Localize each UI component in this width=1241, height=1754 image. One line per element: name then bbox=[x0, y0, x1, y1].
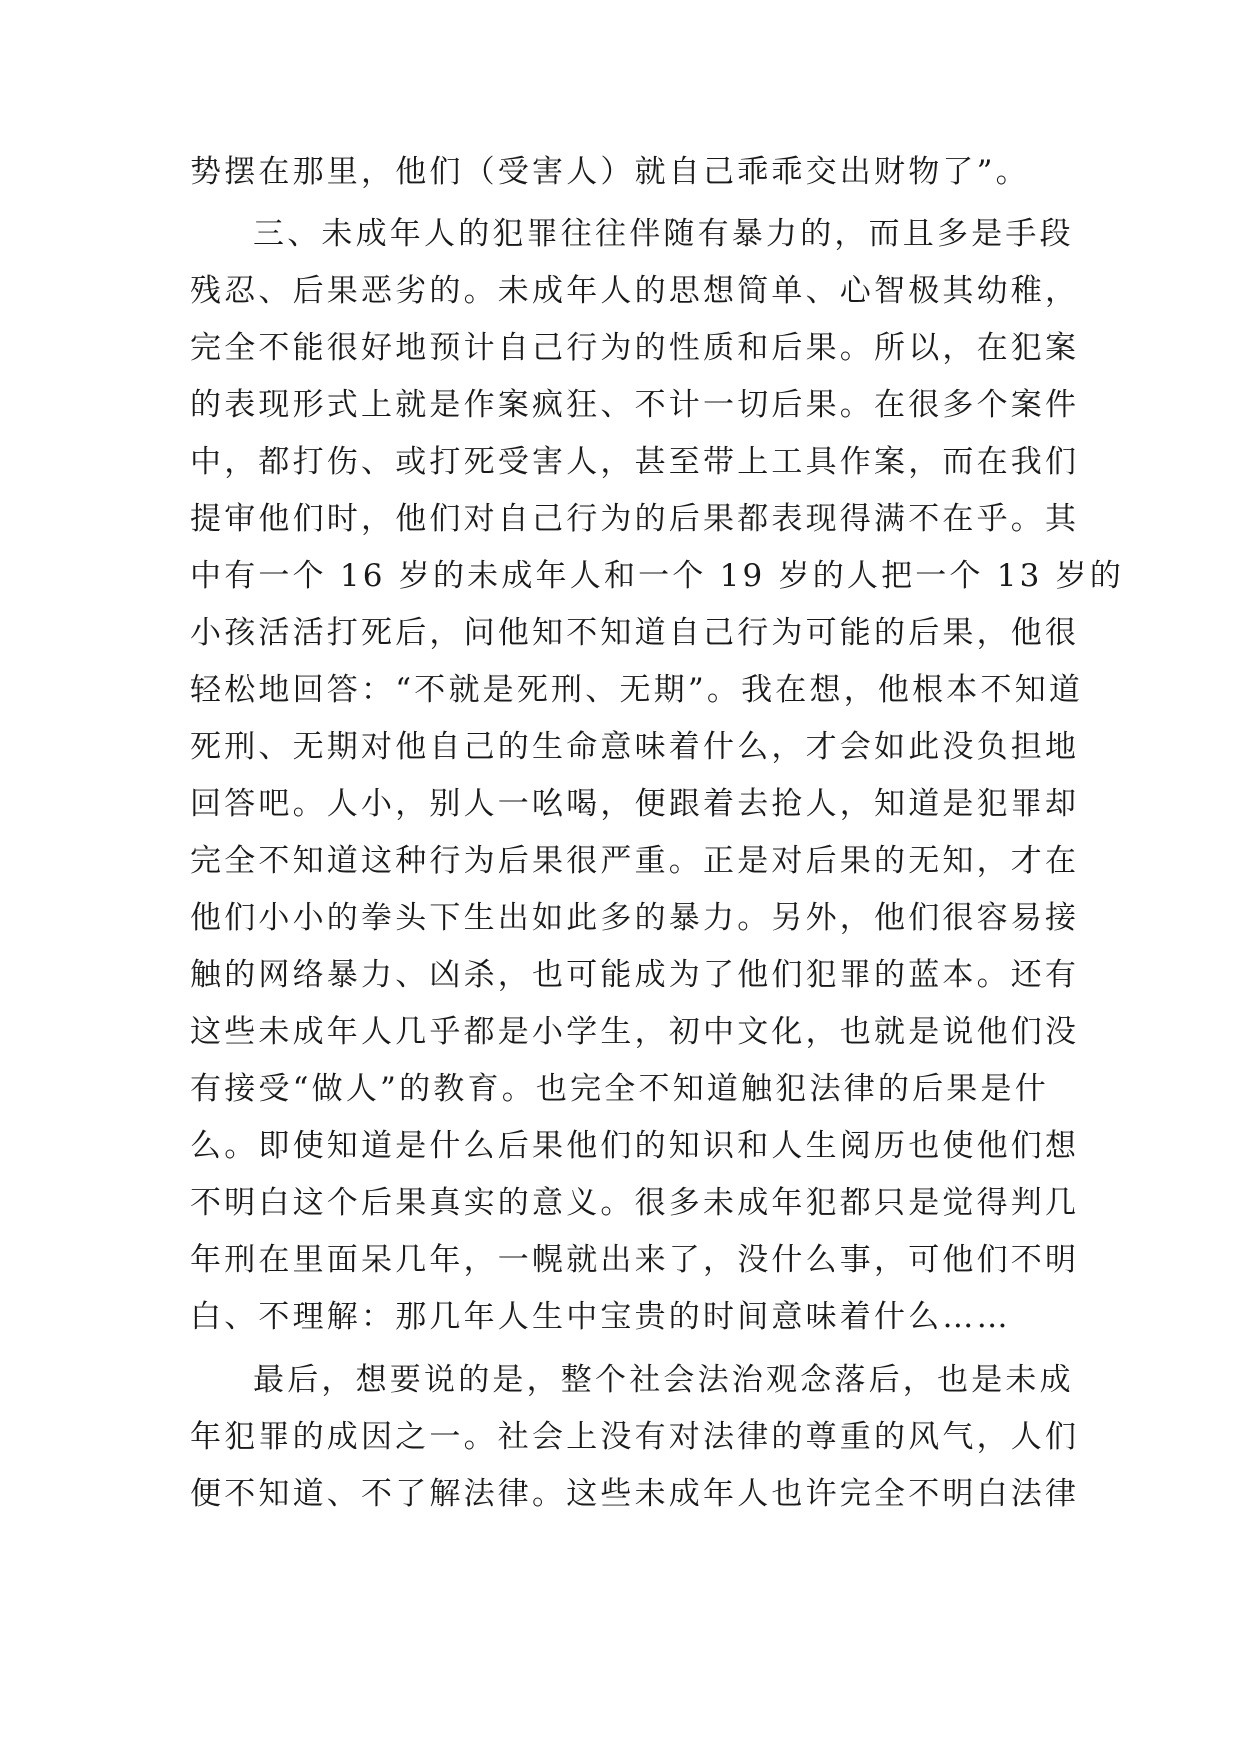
text-line-3: 残忍、后果恶劣的。未成年人的思想简单、心智极其幼稚， bbox=[190, 273, 1080, 309]
text-line-23: 年犯罪的成因之一。社会上没有对法律的尊重的风气，人们 bbox=[190, 1419, 1080, 1455]
text-line-19: 不明白这个后果真实的意义。很多未成年犯都只是觉得判几 bbox=[190, 1185, 1080, 1221]
text-line-4: 完全不能很好地预计自己行为的性质和后果。所以，在犯案 bbox=[190, 330, 1080, 366]
text-line-11: 死刑、无期对他自己的生命意味着什么，才会如此没负担地 bbox=[190, 729, 1080, 765]
text-line-7: 提审他们时，他们对自己行为的后果都表现得满不在乎。其 bbox=[190, 501, 1080, 537]
text-line-8: 中有一个 16 岁的未成年人和一个 19 岁的人把一个 13 岁的 bbox=[190, 558, 1125, 594]
text-line-15: 触的网络暴力、凶杀，也可能成为了他们犯罪的蓝本。还有 bbox=[190, 957, 1080, 993]
text-line-1: 势摆在那里，他们（受害人）就自己乖乖交出财物了”。 bbox=[190, 154, 1030, 190]
text-line-16: 这些未成年人几乎都是小学生，初中文化，也就是说他们没 bbox=[190, 1014, 1080, 1050]
text-line-14: 他们小小的拳头下生出如此多的暴力。另外，他们很容易接 bbox=[190, 900, 1080, 936]
text-line-24: 便不知道、不了解法律。这些未成年人也许完全不明白法律 bbox=[190, 1476, 1080, 1512]
paragraph-3-start: 三、未成年人的犯罪往往伴随有暴力的，而且多是手段 bbox=[253, 216, 1074, 252]
text-line-9: 小孩活活打死后，问他知不知道自己行为可能的后果，他很 bbox=[190, 615, 1080, 651]
paragraph-final-start: 最后，想要说的是，整个社会法治观念落后，也是未成 bbox=[253, 1362, 1074, 1398]
text-line-6: 中，都打伤、或打死受害人，甚至带上工具作案，而在我们 bbox=[190, 444, 1080, 480]
text-line-12: 回答吧。人小，别人一吆喝，便跟着去抢人，知道是犯罪却 bbox=[190, 786, 1080, 822]
text-line-10: 轻松地回答：“不就是死刑、无期”。我在想，他根本不知道 bbox=[190, 672, 1084, 708]
text-line-13: 完全不知道这种行为后果很严重。正是对后果的无知，才在 bbox=[190, 843, 1080, 879]
text-line-17: 有接受“做人”的教育。也完全不知道触犯法律的后果是什 bbox=[190, 1071, 1049, 1107]
text-line-5: 的表现形式上就是作案疯狂、不计一切后果。在很多个案件 bbox=[190, 387, 1080, 423]
text-line-18: 么。即使知道是什么后果他们的知识和人生阅历也使他们想 bbox=[190, 1128, 1080, 1164]
text-line-20: 年刑在里面呆几年，一幌就出来了，没什么事，可他们不明 bbox=[190, 1242, 1080, 1278]
text-line-21: 白、不理解：那几年人生中宝贵的时间意味着什么…… bbox=[190, 1299, 1011, 1335]
